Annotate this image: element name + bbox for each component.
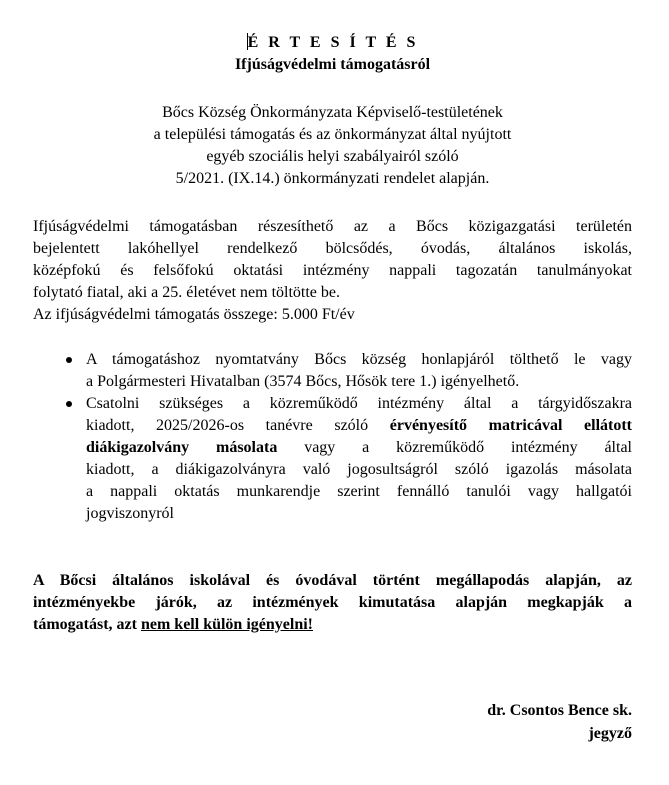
signatory-name: dr. Csontos Bence sk. (487, 702, 632, 719)
support-amount: Az ifjúságvédelmi támogatás összege: 5.000 Ft/év (33, 306, 355, 323)
requirements-list (33, 349, 632, 525)
list-item-line: jogviszonyról (86, 505, 174, 522)
signature-block (487, 700, 632, 746)
list-item-line: a nappali oktatás munkarendje szerint fennálló tanulói vagy hallgatói (86, 483, 632, 500)
eligibility-line: középfokú és felsőfokú oktatási intézmény nappali tagozatán tanulmányokat (33, 262, 632, 279)
list-item-line: Csatolni szükséges a közreműködő intézmény által a tárgyidőszakra (86, 395, 632, 412)
list-item-line: kiadott, a diákigazolványra való jogosultságról szóló igazolás másolata (86, 461, 632, 478)
document-title (33, 32, 632, 54)
preamble-line: Bőcs Község Önkormányzata Képviselő-testületének (162, 104, 503, 121)
list-item-line: A támogatáshoz nyomtatvány Bőcs község honlapjáról tölthető le vagy (86, 351, 632, 368)
document-subtitle: Ifjúságvédelmi támogatásról (234, 56, 431, 73)
emphasis-text: diákigazolvány másolata (86, 439, 278, 456)
bullet-icon (66, 401, 72, 407)
list-item-line (86, 437, 632, 459)
bullet-icon (66, 357, 72, 363)
list-item-line: a Polgármesteri Hivatalban (3574 Bőcs, Hősök tere 1.) igényelhető. (86, 373, 520, 390)
preamble-line: egyéb szociális helyi szabályairól szóló (206, 148, 459, 165)
notice-line: A Bőcsi általános iskolával és óvodával történt megállapodás alapján, az (33, 572, 632, 589)
signatory-role: jegyző (588, 725, 632, 742)
agreement-notice (33, 570, 632, 636)
legal-basis-preamble (33, 102, 632, 190)
list-item-line (86, 415, 632, 437)
notice-line: intézményekbe járók, az intézmények kimutatása alapján megkapják a (33, 594, 632, 611)
preamble-line: a települési támogatás és az önkormányzat által nyújtott (153, 126, 512, 143)
notice-text: támogatást, azt (33, 616, 141, 633)
emphasis-text: érvényesítő matricával ellátott (389, 417, 633, 434)
preamble-line: 5/2021. (IX.14.) önkormányzati rendelet alapján. (175, 170, 490, 187)
eligibility-line: Ifjúságvédelmi támogatásban részesíthető az a Bőcs közigazgatási területén (33, 218, 632, 235)
list-item (33, 393, 632, 525)
list-item-text: vagy a közreműködő intézmény által (277, 439, 632, 456)
underlined-notice-text: nem kell külön igényelni! (140, 616, 313, 633)
list-item-text: kiadott, 2025/2026-os tanévre szóló (86, 417, 390, 434)
title-text: É R T E S Í T É S (247, 34, 419, 51)
notice-line (33, 614, 632, 636)
list-item (33, 349, 632, 393)
eligibility-paragraph (33, 216, 632, 326)
eligibility-line: folytató fiatal, aki a 25. életévet nem töltötte be. (33, 284, 340, 301)
eligibility-line: bejelentett lakóhellyel rendelkező bölcsődés, óvodás, általános iskolás, (33, 240, 632, 257)
